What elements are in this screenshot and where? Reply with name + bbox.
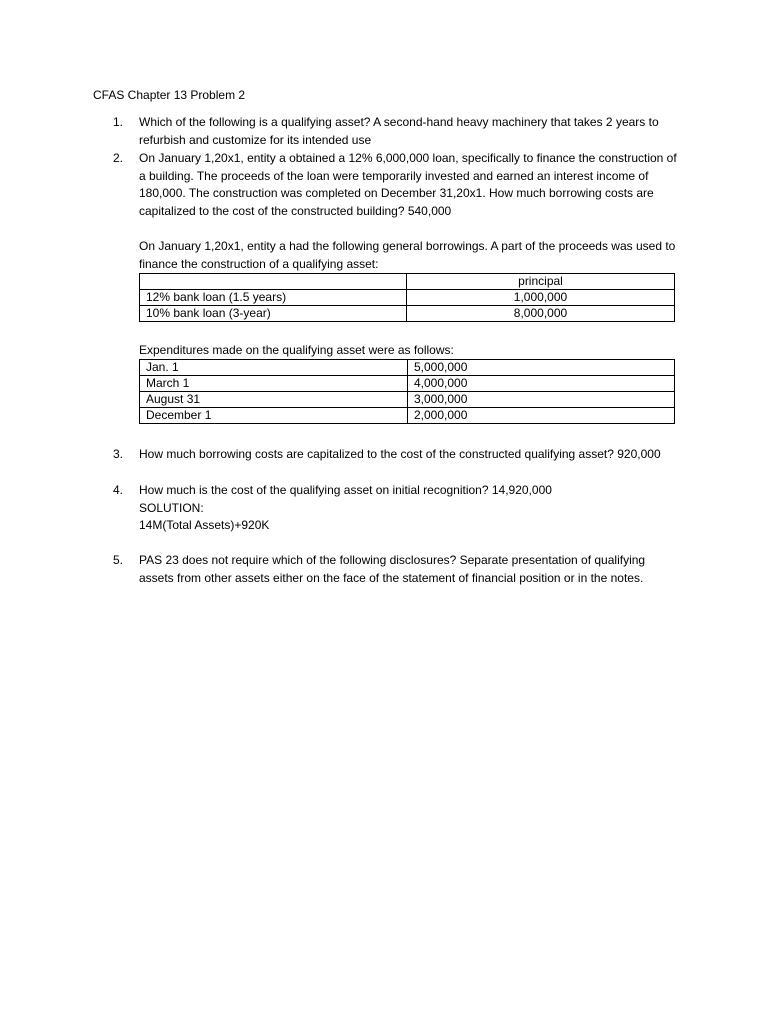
question-5 [113,552,678,587]
table-row [140,376,675,392]
question-number: 3. [113,447,124,461]
table-cell: 10% bank loan (3-year) [140,306,407,322]
question-text: How much borrowing costs are capitalized to the cost of the constructed qualifying asset? 920,000 [139,447,661,461]
table-row [140,306,675,322]
table-cell: Jan. 1 [140,360,408,376]
table-row [140,290,675,306]
question-text: On January 1,20x1, entity a obtained a 12% 6,000,000 loan, specifically to finance the construction of a building. The proceeds of the loan were temporarily invested and earned an interest income of 180,000. The construction was completed on December 31,20x1. How much borrowing costs are capitalized to the cost of the constructed building? 540,000 [139,151,677,218]
question-number: 2. [113,151,124,165]
question-number: 5. [113,553,124,567]
question-1 [113,114,678,149]
general-borrowings-intro: On January 1,20x1, entity a had the following general borrowings. A part of the proceeds was used to finance the construction of a qualifying asset: [139,239,676,271]
expenditures-intro: Expenditures made on the qualifying asset were as follows: [139,343,454,357]
table-cell: August 31 [140,392,408,408]
table-cell: 12% bank loan (1.5 years) [140,290,407,306]
expenditures-table [139,359,675,424]
question-2 [113,150,678,220]
table-header-cell [140,274,407,290]
question-text: PAS 23 does not require which of the following disclosures? Separate presentation of qualifying assets from other assets either on the face of the statement of financial position or in the notes. [139,553,646,585]
solution-label: SOLUTION: [139,500,204,515]
table-row [140,360,675,376]
question-number: 4. [113,483,124,497]
table-row [140,392,675,408]
table-row [140,408,675,424]
borrowings-table [139,273,675,322]
question-3 [113,446,678,464]
table-cell: 8,000,000 [407,306,675,322]
table-cell: 4,000,000 [408,376,675,392]
question-4 [113,482,678,535]
table-cell: March 1 [140,376,408,392]
table-cell: 5,000,000 [408,360,675,376]
table-cell: 2,000,000 [408,408,675,424]
table-cell: 1,000,000 [407,290,675,306]
question-text: Which of the following is a qualifying asset? A second-hand heavy machinery that takes 2 years to refurbish and customize for its intended use [139,115,659,147]
table-header-row [140,274,675,290]
table-cell: 3,000,000 [408,392,675,408]
document-title: CFAS Chapter 13 Problem 2 [93,88,246,102]
question-text: How much is the cost of the qualifying asset on initial recognition? 14,920,000 [139,483,552,497]
question-number: 1. [113,115,124,129]
table-cell: December 1 [140,408,408,424]
solution-text: 14M(Total Assets)+920K [139,518,270,532]
table-header-cell: principal [407,274,675,290]
